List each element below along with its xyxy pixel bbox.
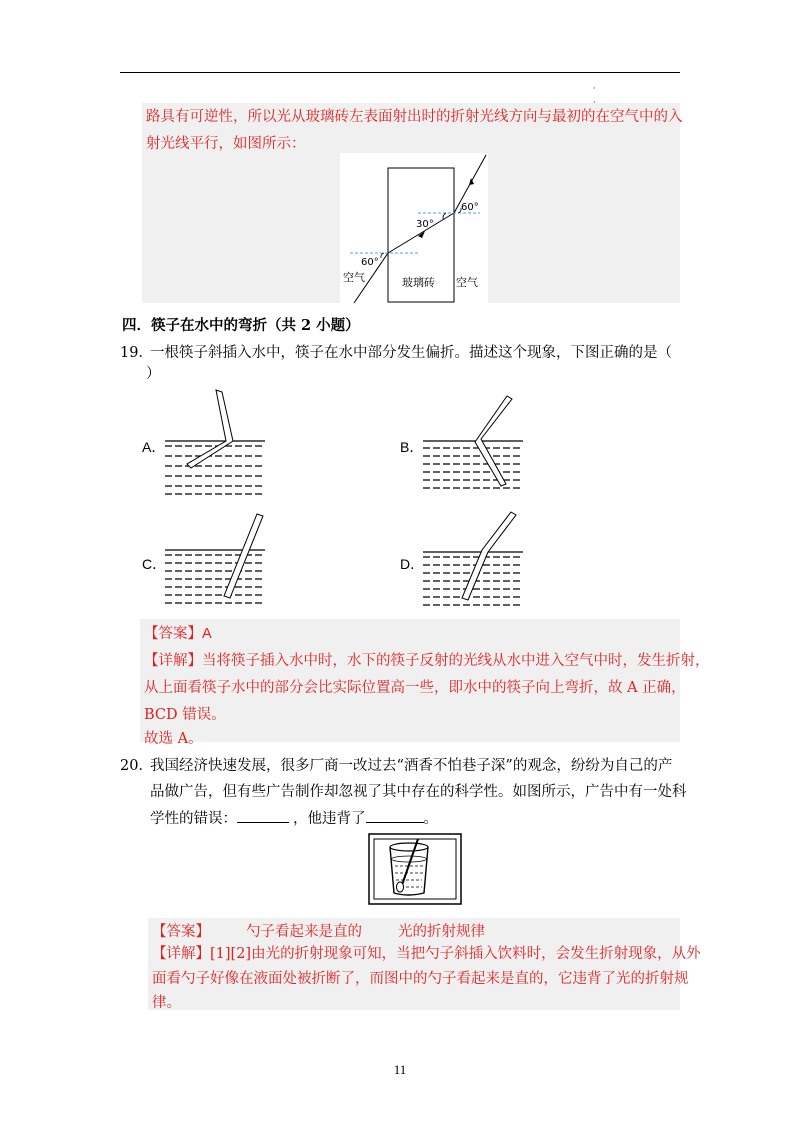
q20-text-part-a: 学性的错误： — [150, 811, 237, 827]
angle-label-mid: 30° — [416, 219, 434, 230]
header-rule — [120, 72, 680, 73]
chopstick — [224, 514, 263, 598]
option-d-figure — [421, 510, 526, 610]
option-d-label: D． — [400, 556, 425, 572]
q19-number: 19． — [120, 345, 153, 361]
q19-detail-line-1 — [144, 651, 710, 671]
q20-text-line-3 — [150, 808, 438, 829]
q19-text-line-2: ） — [146, 366, 161, 382]
angle-label-top: 60° — [461, 202, 479, 213]
label-glass: 玻璃砖 — [402, 276, 435, 289]
continuation-line-2: 射光线平行，如图所示： — [146, 136, 306, 152]
continuation-line-1: 路具有可逆性，所以光从玻璃砖左表面射出时的折射光线方向与最初的在空气中的入 — [146, 109, 683, 125]
section-title: 四．筷子在水中的弯折（共 2 小题） — [122, 317, 360, 334]
q19-answer — [144, 624, 212, 644]
q20-detail-line-2: 面看勺子好像在液面处被折断了，而图中的勺子看起来是直的，它违背了光的折射规 — [152, 971, 689, 987]
answer-2: 光的折射规律 — [398, 924, 485, 940]
detail-label: 【详解】 — [152, 946, 210, 962]
chopstick — [462, 512, 516, 600]
option-b-figure — [421, 392, 526, 496]
label-air-left: 空气 — [343, 271, 365, 284]
q20-detail-line-3: 律。 — [152, 995, 181, 1011]
answer-label: 【答案】 — [152, 924, 210, 940]
header-dot: · — [593, 84, 596, 93]
q19-conclusion: 故选 A。 — [144, 731, 203, 747]
q19-text-line-1: 一根筷子斜插入水中，筷子在水中部分发生偏折。描述这个现象，下图正确的是（ — [150, 345, 672, 361]
q20-text-line-1: 我国经济快速发展，很多厂商一改过去“酒香不怕巷子深”的观念，纷纷为自己的产 — [150, 758, 673, 774]
glass-refraction-figure — [340, 153, 488, 305]
q20-answer — [152, 922, 485, 942]
q20-text-line-2: 品做广告，但有些广告制作却忽视了其中存在的科学性。如图所示，广告中有一处科 — [150, 784, 687, 800]
option-b-label: B． — [400, 439, 424, 455]
option-c-figure — [163, 510, 268, 610]
detail-text: 当将筷子插入水中时，水下的筷子反射的光线从水中进入空气中时，发生折射， — [202, 653, 710, 669]
blank-1[interactable] — [237, 808, 289, 823]
q19-detail-line-2: 从上面看筷子水中的部分会比实际位置高一些，即水中的筷子向上弯折，故 A 正确， — [144, 680, 686, 696]
answer-1: 勺子看起来是直的 — [246, 924, 362, 940]
advertisement-figure — [368, 833, 462, 905]
option-a-label: A． — [142, 439, 166, 455]
answer-label: 【答案】 — [144, 626, 202, 642]
angle-label-bottom: 60° — [361, 257, 379, 268]
q20-text-part-c: 。 — [423, 811, 438, 827]
label-air-right: 空气 — [456, 276, 478, 289]
detail-label: 【详解】 — [144, 653, 202, 669]
q20-text-part-b: ，他违背了 — [293, 811, 366, 827]
q20-number: 20． — [120, 758, 153, 774]
q20-detail-line-1 — [152, 944, 701, 964]
answer-value: A — [202, 626, 212, 642]
option-a-figure — [163, 388, 268, 496]
blank-2[interactable] — [366, 808, 424, 823]
page-number: 11 — [393, 1062, 407, 1077]
q19-detail-line-3: BCD 错误。 — [144, 707, 226, 723]
detail-text: [1][2]由光的折射现象可知，当把勺子斜插入饮料时，会发生折射现象，从外 — [210, 946, 701, 962]
option-c-label: C． — [142, 556, 167, 572]
